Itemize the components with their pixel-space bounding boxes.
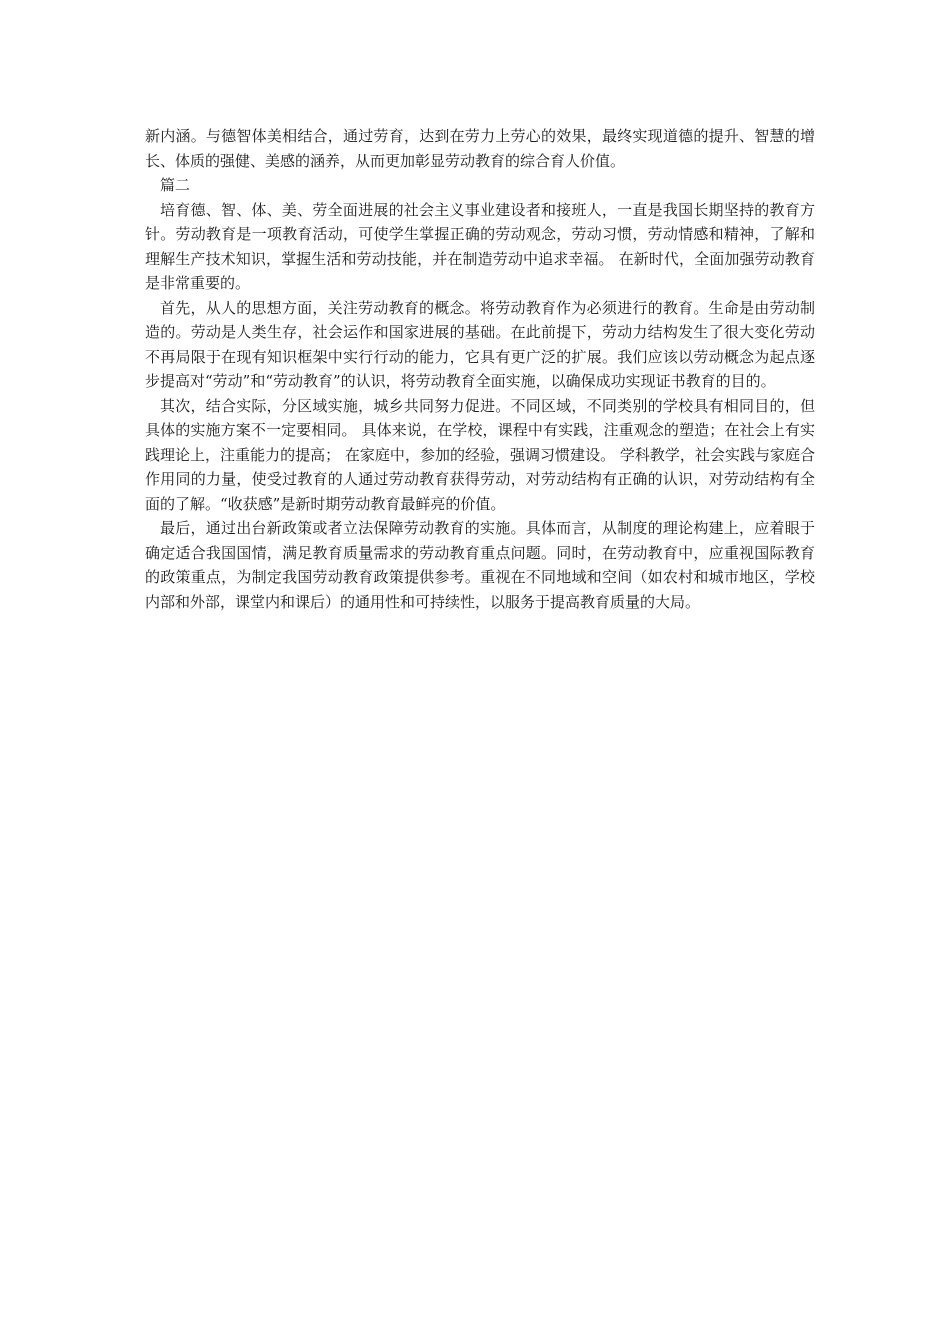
paragraph-second: 其次，结合实际，分区域实施，城乡共同努力促进。不同区域，不同类别的学校具有相同目的，但具体的实施方案不一定要相同。 具体来说，在学校，课程中有实践，注重观念的塑造；在社会上有实践理论上，注重能力的提高； 在家庭中，参加的经验，强调习惯建设。 学科教学，社会实践与家庭合作用同的力量，使受过教育的人通过劳动教育获得劳动，对劳动结构有正确的认识，对劳动结构有全面的了解。“收获感”是新时期劳动教育最鲜亮的价值。	[145, 396, 815, 513]
paragraph-last: 最后，通过出台新政策或者立法保障劳动教育的实施。具体而言，从制度的理论构建上，应着眼于确定适合我国国情，满足教育质量需求的劳动教育重点问题。同时，在劳动教育中，应重视国际教育的政策重点，为制定我国劳动教育政策提供参考。重视在不同地域和空间（如农村和城市地区，学校内部和外部，课堂内和课后）的通用性和可持续性，以服务于提高教育质量的大局。	[145, 519, 815, 611]
section-heading: 篇二	[160, 176, 191, 194]
paragraph-continuation: 新内涵。与德智体美相结合，通过劳育，达到在劳力上劳心的效果，最终实现道德的提升、智慧的增长、体质的强健、美感的涵养，从而更加彰显劳动教育的综合育人价值。	[145, 127, 815, 170]
document-body	[145, 124, 815, 614]
paragraph-intro: 培育德、智、体、美、劳全面进展的社会主义事业建设者和接班人，一直是我国长期坚持的教育方针。劳动教育是一项教育活动，可使学生掌握正确的劳动观念，劳动习惯，劳动情感和精神，了解和理解生产技术知识，掌握生活和劳动技能，并在制造劳动中追求幸福。 在新时代，全面加强劳动教育是非常重要的。	[145, 200, 815, 292]
paragraph-first: 首先，从人的思想方面，关注劳动教育的概念。将劳动教育作为必须进行的教育。生命是由劳动制造的。劳动是人类生存，社会运作和国家进展的基础。在此前提下，劳动力结构发生了很大变化劳动不再局限于在现有知识框架中实行行动的能力，它具有更广泛的扩展。我们应该以劳动概念为起点逐步提高对“劳动”和“劳动教育”的认识，将劳动教育全面实施，以确保成功实现证书教育的目的。	[145, 298, 815, 390]
